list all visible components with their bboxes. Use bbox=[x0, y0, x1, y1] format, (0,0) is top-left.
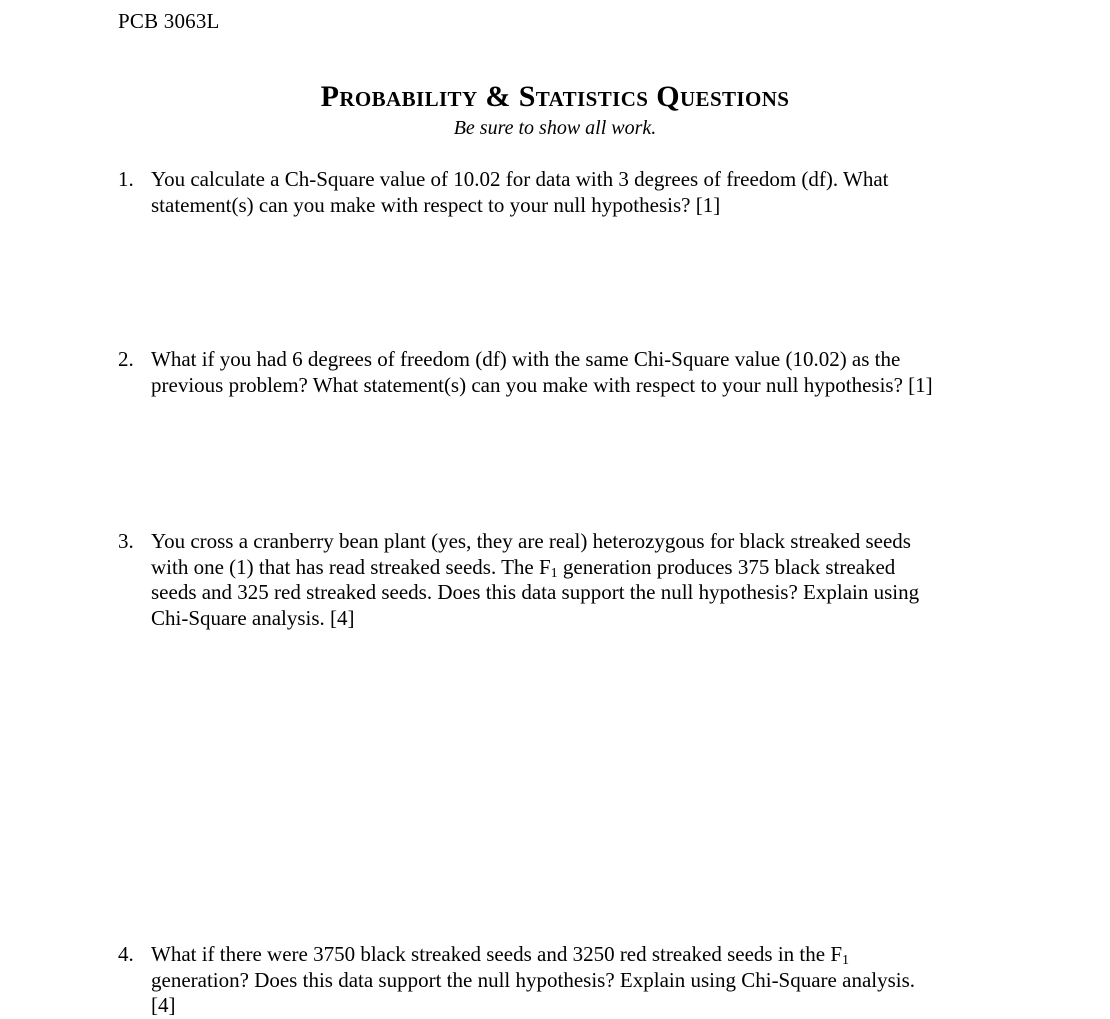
question-text bbox=[151, 529, 992, 631]
question-3 bbox=[112, 529, 992, 631]
question-2 bbox=[112, 347, 992, 398]
question-line bbox=[151, 942, 992, 968]
question-number: 4. bbox=[118, 942, 134, 966]
question-line: statement(s) can you make with respect to your null hypothesis? [1] bbox=[151, 192, 721, 217]
question-line-part: generation produces 375 black streaked bbox=[557, 554, 896, 579]
question-number: 2. bbox=[118, 347, 134, 371]
question-number: 3. bbox=[118, 529, 134, 553]
question-line: seeds and 325 red streaked seeds. Does this data support the null hypothesis? Explain using bbox=[151, 580, 920, 604]
question-text bbox=[151, 167, 992, 218]
question-line-part: What if there were 3750 black streaked seeds and 3250 red streaked seeds in the F bbox=[151, 942, 843, 966]
question-line-part: with one (1) that has read streaked seeds. The F bbox=[151, 554, 551, 579]
page-subtitle: Be sure to show all work. bbox=[453, 117, 657, 139]
course-code: PCB 3063L bbox=[118, 9, 220, 33]
question-line bbox=[151, 555, 992, 581]
question-line: [4] bbox=[151, 993, 176, 1017]
question-line: You cross a cranberry bean plant (yes, they are real) heterozygous for black streaked seeds bbox=[151, 529, 911, 553]
question-4 bbox=[112, 942, 992, 1019]
question-line: generation? Does this data support the null hypothesis? Explain using Chi-Square analysis. bbox=[151, 967, 916, 992]
page-title: Probability & Statistics Questions bbox=[320, 80, 790, 113]
subscript: 1 bbox=[550, 565, 558, 581]
question-1 bbox=[112, 167, 992, 218]
question-line: You calculate a Ch-Square value of 10.02 for data with 3 degrees of freedom (df). What bbox=[151, 167, 889, 191]
question-line: Chi-Square analysis. [4] bbox=[151, 605, 355, 630]
question-number: 1. bbox=[118, 167, 134, 191]
subscript: 1 bbox=[842, 953, 850, 968]
question-text bbox=[151, 347, 992, 398]
question-line: What if you had 6 degrees of freedom (df) with the same Chi-Square value (10.02) as the bbox=[151, 347, 901, 371]
question-text bbox=[151, 942, 992, 1019]
question-line: previous problem? What statement(s) can you make with respect to your null hypothesis? [1] bbox=[151, 372, 933, 397]
